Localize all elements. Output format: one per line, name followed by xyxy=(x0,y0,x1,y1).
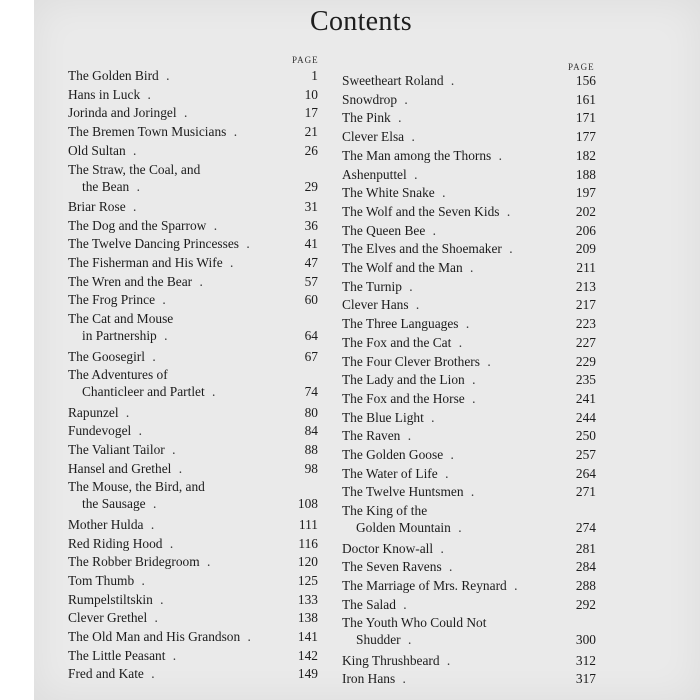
leader-dots: . xyxy=(125,142,141,158)
toc-entry xyxy=(68,67,318,84)
toc-page-number: 47 xyxy=(304,255,318,270)
toc-title: Hans in Luck xyxy=(68,86,141,102)
toc-title: Rumpelstiltskin xyxy=(68,591,153,607)
toc-page-number: 223 xyxy=(575,316,596,332)
toc-entry xyxy=(342,614,596,648)
leader-dots: . xyxy=(425,222,440,238)
leader-dots: . xyxy=(140,86,155,102)
toc-page-number: 284 xyxy=(575,559,596,575)
toc-entry xyxy=(68,553,318,570)
toc-title: The Raven xyxy=(342,428,401,444)
toc-page-number: 125 xyxy=(297,572,318,588)
toc-title: The Cat and Mouse xyxy=(68,311,174,327)
toc-title-continued: the Sausage xyxy=(82,496,146,512)
leader-dots: . xyxy=(206,217,222,233)
toc-page-number: 67 xyxy=(304,348,318,364)
toc-page-number: 17 xyxy=(304,105,318,121)
toc-title: The Water of Life xyxy=(342,465,438,481)
toc-page-number: 281 xyxy=(575,540,596,556)
toc-page-number: 120 xyxy=(297,554,318,570)
toc-entry xyxy=(342,409,596,426)
leader-dots: . xyxy=(395,671,410,687)
leader-dots: . xyxy=(204,384,220,400)
leader-dots: . xyxy=(499,203,515,219)
leader-dots: . xyxy=(401,278,417,294)
toc-title: The Wolf and the Seven Kids xyxy=(342,203,500,219)
toc-title: The Three Languages xyxy=(342,316,459,332)
toc-title: The Youth Who Could Not xyxy=(342,615,487,631)
leader-dots: . xyxy=(118,404,134,420)
toc-title: The Marriage of Mrs. Reynard xyxy=(342,577,507,593)
toc-title-continued: in Partnership xyxy=(82,328,157,344)
leader-dots: . xyxy=(400,632,416,648)
leader-dots: . xyxy=(143,666,159,682)
toc-title: The Dog and the Sparrow xyxy=(68,217,207,233)
toc-entry xyxy=(68,104,318,121)
toc-entry xyxy=(342,72,596,89)
toc-page-number: 141 xyxy=(297,629,318,644)
toc-title: Clever Grethel xyxy=(68,610,148,626)
toc-title: The Little Peasant xyxy=(68,647,166,663)
toc-entry xyxy=(342,334,596,351)
toc-page-number: 241 xyxy=(575,390,596,406)
toc-entry xyxy=(342,371,596,388)
leader-dots: . xyxy=(443,447,458,462)
leader-dots: . xyxy=(125,198,141,214)
leader-dots: . xyxy=(404,129,419,145)
leader-dots: . xyxy=(491,147,506,163)
toc-title: The Fox and the Cat xyxy=(342,334,452,350)
toc-page-number: 211 xyxy=(576,260,596,275)
toc-title: The Valiant Tailor xyxy=(68,442,165,457)
leader-dots: . xyxy=(147,610,162,626)
toc-page-number: 10 xyxy=(304,86,318,102)
toc-title: Fred and Kate xyxy=(68,666,144,682)
leader-dots: . xyxy=(155,292,170,308)
toc-entry xyxy=(68,123,318,140)
leader-dots: . xyxy=(129,178,144,194)
toc-title: The Robber Bridegroom xyxy=(68,554,200,570)
toc-page-number: 60 xyxy=(304,292,318,308)
leader-dots: . xyxy=(240,629,255,644)
toc-entry xyxy=(68,235,318,252)
toc-title: The Salad xyxy=(342,596,396,612)
toc-page-number: 31 xyxy=(304,198,318,214)
toc-page-number: 227 xyxy=(575,334,596,350)
leader-dots: . xyxy=(162,535,178,551)
toc-title: The Man among the Thorns xyxy=(342,147,492,163)
toc-title: Mother Hulda xyxy=(68,516,144,532)
toc-entry xyxy=(68,404,318,421)
toc-page-number: 244 xyxy=(575,409,596,425)
toc-title: The Wren and the Bear xyxy=(68,273,193,289)
toc-title: Fundevogel xyxy=(68,423,132,439)
toc-title-continued: Chanticleer and Partlet xyxy=(82,384,205,400)
toc-page-number: 250 xyxy=(575,428,596,444)
page-title: Contents xyxy=(310,6,412,37)
toc-entry xyxy=(342,465,596,482)
toc-entry xyxy=(342,166,596,183)
leader-dots: . xyxy=(226,124,242,140)
toc-title-continued: Shudder xyxy=(356,632,401,648)
toc-page-number: 138 xyxy=(297,610,318,626)
toc-entry xyxy=(68,478,318,512)
toc-page-number: 74 xyxy=(304,384,318,400)
toc-page-number: 274 xyxy=(575,520,596,536)
toc-entry xyxy=(68,273,318,290)
toc-entry xyxy=(342,147,596,164)
toc-entry xyxy=(68,535,318,552)
toc-title: Iron Hans xyxy=(342,671,396,687)
toc-entry xyxy=(342,577,596,594)
toc-title: Red Riding Hood xyxy=(68,535,163,551)
leader-dots: . xyxy=(395,596,411,612)
toc-page-number: 29 xyxy=(304,178,318,194)
toc-entry xyxy=(68,441,318,458)
toc-entry xyxy=(68,310,318,344)
leader-dots: . xyxy=(450,520,466,536)
leader-dots: . xyxy=(479,353,495,369)
toc-entry xyxy=(342,390,596,407)
toc-page-number: 188 xyxy=(575,166,596,182)
toc-title: The Fox and the Horse xyxy=(342,390,465,406)
leader-dots: . xyxy=(152,591,168,607)
leader-dots: . xyxy=(164,442,180,457)
leader-dots: . xyxy=(433,540,448,556)
leader-dots: . xyxy=(239,236,254,252)
leader-dots: . xyxy=(144,348,160,364)
toc-title: Doctor Know-all xyxy=(342,540,434,556)
leader-dots: . xyxy=(165,647,181,663)
leader-dots: . xyxy=(463,484,479,500)
leader-dots: . xyxy=(462,260,478,275)
toc-page-number: 229 xyxy=(575,353,596,369)
toc-title: Ashenputtel xyxy=(342,166,407,182)
toc-entry xyxy=(68,161,318,195)
leader-dots: . xyxy=(171,460,187,476)
leader-dots: . xyxy=(131,423,146,439)
toc-page-number: 264 xyxy=(575,465,596,481)
toc-page-number: 80 xyxy=(304,404,318,420)
leader-dots: . xyxy=(156,328,172,344)
toc-entry xyxy=(342,427,596,444)
leader-dots: . xyxy=(400,428,416,444)
toc-entry xyxy=(342,278,596,295)
toc-page-number: 182 xyxy=(575,147,596,163)
toc-page-number: 108 xyxy=(297,496,318,512)
toc-page-number: 213 xyxy=(575,278,596,294)
toc-title: Clever Hans xyxy=(342,297,409,313)
toc-page-number: 84 xyxy=(304,423,318,439)
leader-dots: . xyxy=(443,73,459,88)
leader-dots: . xyxy=(176,105,192,121)
leader-dots: . xyxy=(434,185,450,201)
toc-entry xyxy=(68,366,318,400)
leader-dots: . xyxy=(451,334,467,350)
leader-dots: . xyxy=(145,496,161,512)
toc-entry xyxy=(342,222,596,239)
leader-dots: . xyxy=(390,110,406,126)
toc-title: The Adventures of xyxy=(68,367,168,383)
toc-page-number: 197 xyxy=(575,185,596,201)
toc-title: The Twelve Huntsmen xyxy=(342,484,464,500)
toc-page-number: 177 xyxy=(575,129,596,145)
toc-title: The Elves and the Shoemaker xyxy=(342,241,502,257)
leader-dots: . xyxy=(199,554,215,570)
toc-page-number: 88 xyxy=(304,442,318,457)
leader-dots: . xyxy=(158,68,174,83)
toc-entry xyxy=(342,353,596,370)
leader-dots: . xyxy=(437,465,453,481)
toc-page-number: 217 xyxy=(575,297,596,313)
leader-dots: . xyxy=(408,297,424,313)
toc-entry xyxy=(68,86,318,103)
leader-dots: . xyxy=(458,316,474,332)
toc-page-number: 206 xyxy=(575,222,596,238)
toc-title: Sweetheart Roland xyxy=(342,73,444,88)
toc-page-number: 202 xyxy=(575,203,596,219)
book-page xyxy=(34,0,700,700)
toc-page-number: 57 xyxy=(304,273,318,289)
toc-title: Rapunzel xyxy=(68,404,119,420)
toc-entry xyxy=(68,665,318,682)
toc-title: Snowdrop xyxy=(342,91,398,107)
toc-title: The Lady and the Lion xyxy=(342,372,465,388)
toc-entry xyxy=(342,128,596,145)
leader-dots: . xyxy=(143,516,159,532)
toc-entry xyxy=(68,647,318,664)
toc-entry xyxy=(342,670,596,687)
toc-title-continued: the Bean xyxy=(82,178,130,194)
toc-entry xyxy=(68,217,318,234)
leader-dots: . xyxy=(506,577,522,593)
toc-page-number: 98 xyxy=(304,460,318,476)
toc-title: The Golden Bird xyxy=(68,68,159,83)
toc-entry xyxy=(68,628,318,645)
toc-title: Jorinda and Joringel xyxy=(68,105,177,121)
leader-dots: . xyxy=(501,241,517,257)
toc-entry xyxy=(68,422,318,439)
leader-dots: . xyxy=(397,91,412,107)
toc-page-number: 235 xyxy=(575,372,596,388)
toc-title: The Fisherman and His Wife xyxy=(68,255,223,270)
toc-page-number: 26 xyxy=(304,142,318,158)
toc-title: The White Snake xyxy=(342,185,435,201)
toc-page-number: 116 xyxy=(298,535,318,551)
toc-entry xyxy=(68,142,318,159)
toc-page-number: 271 xyxy=(575,484,596,500)
toc-entry xyxy=(342,540,596,557)
toc-title: The Queen Bee xyxy=(342,222,426,238)
leader-dots: . xyxy=(441,559,457,575)
toc-title: The Golden Goose xyxy=(342,447,444,462)
toc-title: The Seven Ravens xyxy=(342,559,442,575)
toc-title-continued: Golden Mountain xyxy=(356,520,451,536)
toc-page-number: 149 xyxy=(297,666,318,682)
toc-title: The Wolf and the Man xyxy=(342,260,463,275)
toc-entry xyxy=(68,348,318,365)
toc-page-number: 161 xyxy=(575,91,596,107)
toc-title: Clever Elsa xyxy=(342,129,405,145)
toc-title: The Twelve Dancing Princesses xyxy=(68,236,239,252)
toc-entry xyxy=(342,446,596,463)
toc-page-number: 133 xyxy=(297,591,318,607)
leader-dots: . xyxy=(439,652,455,668)
toc-entry xyxy=(342,203,596,220)
leader-dots: . xyxy=(464,372,480,388)
toc-entry xyxy=(68,254,318,271)
toc-entry xyxy=(68,291,318,308)
toc-page-number: 317 xyxy=(575,671,596,687)
toc-title: The Old Man and His Grandson xyxy=(68,629,241,644)
toc-entry xyxy=(342,184,596,201)
toc-page-number: 36 xyxy=(304,217,318,233)
toc-title: The King of the xyxy=(342,503,428,519)
leader-dots: . xyxy=(222,255,238,270)
toc-entry xyxy=(342,91,596,108)
toc-page-number: 209 xyxy=(575,241,596,257)
toc-page-number: 142 xyxy=(297,647,318,663)
leader-dots: . xyxy=(192,273,207,289)
toc-entry xyxy=(342,109,596,126)
toc-title: The Bremen Town Musicians xyxy=(68,124,227,140)
toc-entry xyxy=(68,198,318,215)
toc-page-number: 156 xyxy=(575,73,596,88)
toc-title: King Thrushbeard xyxy=(342,652,440,668)
toc-title: Tom Thumb xyxy=(68,572,135,588)
toc-entry xyxy=(68,591,318,608)
toc-title: The Turnip xyxy=(342,278,402,294)
toc-title: The Four Clever Brothers xyxy=(342,353,480,369)
toc-page-number: 257 xyxy=(575,447,596,462)
toc-entry xyxy=(342,315,596,332)
toc-entry xyxy=(68,516,318,533)
leader-dots: . xyxy=(423,409,439,425)
toc-title: Old Sultan xyxy=(68,142,126,158)
toc-page-number: 292 xyxy=(575,596,596,612)
toc-page-number: 171 xyxy=(575,110,596,126)
toc-entry xyxy=(68,460,318,477)
toc-entry xyxy=(68,609,318,626)
page-column-label-left: PAGE xyxy=(292,55,319,65)
toc-entry xyxy=(342,502,596,536)
toc-entry xyxy=(342,483,596,500)
leader-dots: . xyxy=(464,390,480,406)
toc-title: The Straw, the Coal, and xyxy=(68,161,201,177)
toc-page-number: 111 xyxy=(298,516,318,532)
toc-title: The Mouse, the Bird, and xyxy=(68,479,205,495)
toc-title: The Frog Prince xyxy=(68,292,156,308)
leader-dots: . xyxy=(134,572,149,588)
toc-page-number: 312 xyxy=(575,652,596,668)
toc-entry xyxy=(342,558,596,575)
toc-page-number: 64 xyxy=(304,328,318,344)
toc-title: Briar Rose xyxy=(68,198,126,214)
toc-page-number: 1 xyxy=(311,68,318,83)
toc-entry xyxy=(342,240,596,257)
leader-dots: . xyxy=(406,166,422,182)
toc-title: Hansel and Grethel xyxy=(68,460,172,476)
toc-entry xyxy=(342,259,596,276)
toc-page-number: 21 xyxy=(304,124,318,140)
toc-title: The Pink xyxy=(342,110,391,126)
toc-title: The Blue Light xyxy=(342,409,424,425)
page-column-label-right: PAGE xyxy=(568,62,595,72)
toc-entry xyxy=(342,296,596,313)
toc-page-number: 300 xyxy=(575,632,596,648)
toc-page-number: 41 xyxy=(304,236,318,252)
toc-entry xyxy=(68,572,318,589)
toc-title: The Goosegirl xyxy=(68,348,145,364)
toc-entry xyxy=(342,652,596,669)
toc-entry xyxy=(342,596,596,613)
toc-page-number: 288 xyxy=(575,577,596,593)
